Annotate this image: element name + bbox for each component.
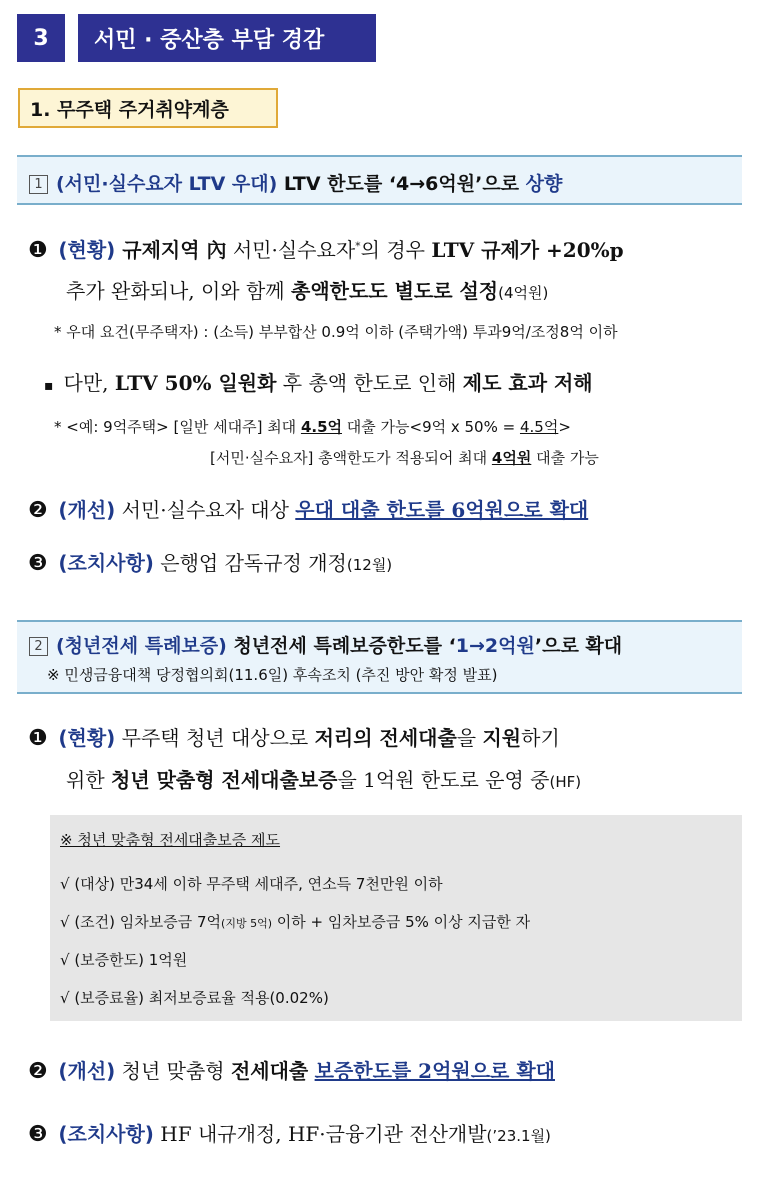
- item1-p1-tag: (현황): [58, 238, 116, 262]
- info-item-2a: √ (조건) 임차보증금 7억: [60, 913, 222, 931]
- item1-bullet-a: 다만,: [63, 371, 115, 395]
- ex1-a: * <예: 9억주택> [일반 세대주] 최대: [54, 418, 301, 436]
- item2-p1-b: 저리의 전세대출: [314, 726, 457, 750]
- bullet-square-icon: ▪: [44, 378, 54, 394]
- item1-bullet-c: 후 총액 한도로 인해: [276, 371, 463, 395]
- ex1-c: 대출 가능<9억 x 50% =: [342, 418, 520, 436]
- item2-p1-c: 을: [456, 726, 483, 750]
- item1-title-mid: LTV 한도를 ‘4→6억원’으로: [277, 173, 526, 195]
- number-1-icon: ❶: [28, 726, 48, 751]
- item2-header: [17, 620, 742, 694]
- item2-p1-a: 무주택 청년 대상으로: [115, 726, 315, 750]
- info-box-item: [60, 911, 530, 932]
- info-item-3: √ (보증한도) 1억원: [60, 951, 188, 969]
- subheading: 1. 무주택 주거취약계층: [18, 88, 278, 128]
- item1-p1-text-d: LTV 규제가 +20%p: [431, 238, 624, 262]
- item1-header: [17, 155, 742, 205]
- item1-bullet-d: 제도 효과 저해: [462, 371, 593, 395]
- item1-p1-text-b: 서민·실수요자: [226, 238, 356, 262]
- item2-p1-i: (HF): [549, 773, 582, 791]
- item1-p1-text-e: 추가 완화되나, 이와 함께: [66, 279, 291, 303]
- item2-p1-f: 위한: [66, 768, 111, 792]
- ex2-c: 대출 가능: [531, 449, 599, 467]
- item2-p1-e: 하기: [521, 726, 560, 750]
- number-3-icon: ❸: [28, 551, 48, 576]
- item2-subnote: ※ 민생금융대책 당정협의회(11.6일) 후속조치 (추진 방안 확정 발표): [47, 666, 498, 684]
- item2-p1-h: 을 1억원 한도로 운영 중: [337, 768, 550, 792]
- info-item-2-small: (지방 5억): [221, 917, 272, 930]
- item2-title-val: 1→2억원: [455, 635, 535, 657]
- item1-title-paren: (서민·실수요자 LTV 우대): [56, 173, 278, 195]
- section-title: 서민 · 중산층 부담 경감: [78, 14, 376, 62]
- ex1-e: >: [558, 418, 571, 436]
- section-number: 3: [17, 14, 65, 62]
- item1-p3-a: 은행업 감독규정 개정: [153, 551, 347, 575]
- item1-p1-text-f: 총액한도도 별도로 설정: [291, 279, 499, 303]
- guarantee-info-box: [50, 815, 742, 1021]
- item1-p2-a: 서민·실수요자 대상: [115, 498, 296, 522]
- item2-p2-a: 청년 맞춤형: [115, 1059, 231, 1083]
- item2-p3: [28, 1118, 551, 1147]
- item2-box-number: 2: [29, 637, 48, 656]
- item1-p1-line1: [28, 234, 624, 263]
- info-box-item: [60, 873, 443, 894]
- item1-p2-tag: (개선): [58, 498, 116, 522]
- item1-bullet-b: LTV 50% 일원화: [114, 371, 277, 395]
- item2-p2: [28, 1055, 555, 1084]
- item1-example-1: [54, 416, 571, 437]
- item1-p1-text-c: 의 경우: [360, 238, 432, 262]
- item2-p3-b: (’23.1월): [486, 1127, 551, 1145]
- item2-p3-a: HF 내규개정, HF·금융기관 전산개발: [153, 1122, 487, 1146]
- number-3-icon: ❸: [28, 1122, 48, 1147]
- item1-p3: [28, 547, 392, 576]
- item2-title-paren: (청년전세 특례보증): [56, 635, 227, 657]
- info-box-item: [60, 987, 329, 1008]
- item1-p1-line2: [66, 275, 548, 304]
- number-2-icon: ❷: [28, 1059, 48, 1084]
- ex1-b: 4.5억: [300, 418, 342, 436]
- item1-title-end: 상향: [525, 173, 563, 195]
- item1-p1-text-g: (4억원): [498, 284, 549, 302]
- ex2-b: 4억원: [491, 449, 532, 467]
- item2-p2-tag: (개선): [58, 1059, 116, 1083]
- info-item-4: √ (보증료율) 최저보증료율 적용(0.02%): [60, 989, 329, 1007]
- item2-p2-b: 전세대출: [230, 1059, 309, 1083]
- item1-p1-text-a: 규제지역 內: [115, 238, 227, 262]
- item2-p2-d: 보증한도를 2억원으로 확대: [314, 1059, 555, 1083]
- item2-p3-tag: (조치사항): [58, 1122, 154, 1146]
- item2-p1-tag: (현황): [58, 726, 116, 750]
- item1-p2-b: 우대 대출 한도를 6억원으로 확대: [295, 498, 589, 522]
- footnote-mark: *: [355, 239, 361, 253]
- item1-bullet: [44, 367, 593, 396]
- item2-p1-g: 청년 맞춤형 전세대출보증: [111, 768, 338, 792]
- item2-title-end: ’으로 확대: [534, 635, 623, 657]
- number-1-icon: ❶: [28, 238, 48, 263]
- item1-p3-tag: (조치사항): [58, 551, 154, 575]
- item1-p3-b: (12월): [346, 556, 393, 574]
- item1-example-2: [210, 447, 599, 468]
- info-box-title: ※ 청년 맞춤형 전세대출보증 제도: [60, 831, 281, 849]
- item2-p1-d: 지원: [482, 726, 522, 750]
- item1-footnote: * 우대 요건(무주택자) : (소득) 부부합산 0.9억 이하 (주택가액) 투과9억/조정8억 이하: [54, 323, 618, 341]
- info-item-1: √ (대상) 만34세 이하 무주택 세대주, 연소득 7천만원 이하: [60, 875, 443, 893]
- info-box-item: [60, 949, 187, 970]
- ex2-a: [서민·실수요자] 총액한도가 적용되어 최대: [210, 449, 492, 467]
- ex1-d: 4.5억: [519, 418, 559, 436]
- item2-title-mid: 청년전세 특례보증한도를 ‘: [226, 635, 456, 657]
- item1-box-number: 1: [29, 175, 48, 194]
- number-2-icon: ❷: [28, 498, 48, 523]
- item2-p1-line1: [28, 722, 560, 751]
- info-item-2b: 이하 + 임차보증금 5% 이상 지급한 자: [272, 913, 531, 931]
- item2-p1-line2: [66, 764, 581, 793]
- item1-p2: [28, 494, 588, 523]
